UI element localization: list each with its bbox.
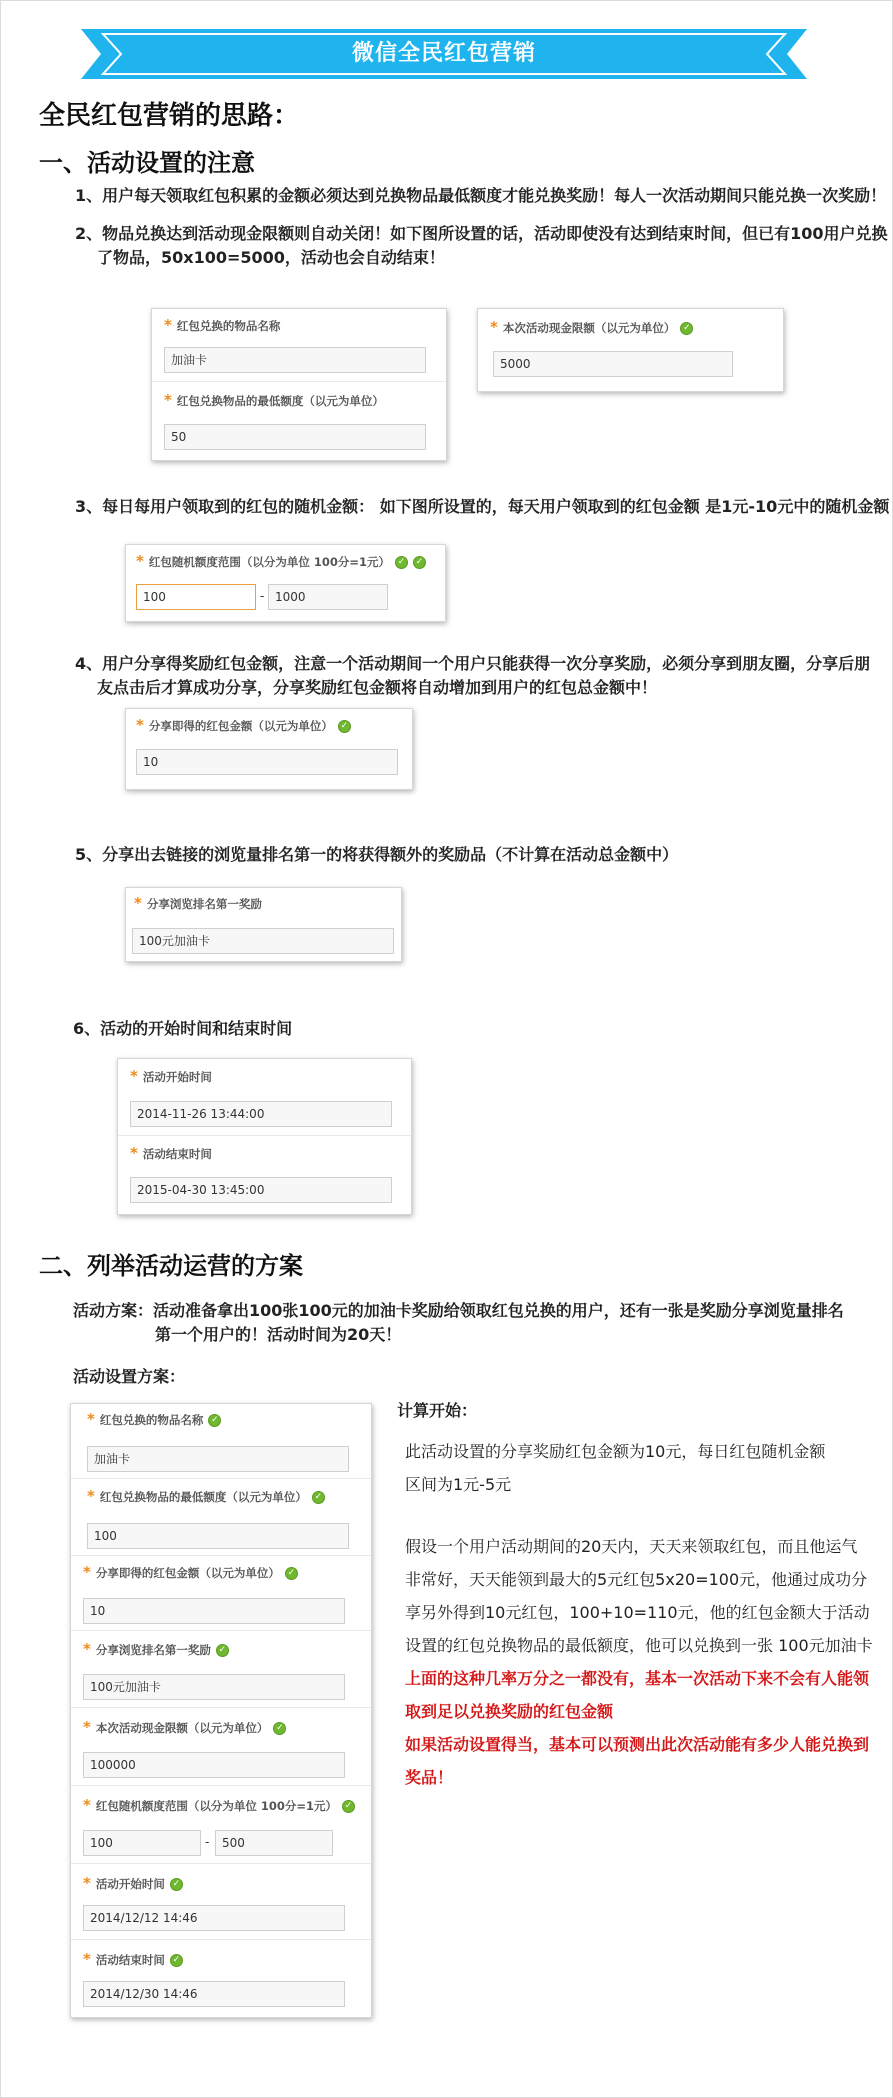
plan-item-name-input[interactable]: 加油卡 — [87, 1446, 349, 1472]
required-star-icon: * — [83, 1796, 91, 1814]
required-star-icon: * — [83, 1950, 91, 1968]
calc-red-line2: 取到足以兑换奖励的红包金额 — [405, 1702, 614, 1721]
form-panel-activity-time — [117, 1058, 412, 1215]
divider — [118, 1135, 411, 1136]
calc-body — [405, 1435, 885, 1794]
required-star-icon: * — [490, 318, 498, 336]
section1-item2-line2: 了物品，50x100=5000，活动也会自动结束！ — [97, 248, 445, 267]
divider — [152, 381, 446, 382]
form-panel-random-range — [125, 544, 446, 622]
form-panel-cash-limit — [477, 308, 784, 392]
required-star-icon: * — [83, 1718, 91, 1736]
random-max-input[interactable]: 1000 — [268, 584, 388, 610]
section1-item3: 3、每日每用户领取到的红包的随机金额： 如下图所设置的，每天用户领取到的红包金额 是1元-10元中的随机金额 — [75, 497, 890, 516]
divider — [71, 1630, 371, 1631]
plan-min-amount-label: * 红包兑换物品的最低额度（以元为单位） ✓ — [87, 1487, 325, 1505]
share-amount-label: * 分享即得的红包金额（以元为单位） ✓ — [136, 716, 351, 734]
start-time-label: * 活动开始时间 — [130, 1067, 212, 1085]
check-icon: ✓ — [285, 1567, 298, 1580]
plan-random-min-input[interactable]: 100 — [83, 1830, 201, 1856]
check-icon: ✓ — [208, 1414, 221, 1427]
form-panel-exchange-item — [151, 308, 447, 461]
plan-min-amount-input[interactable]: 100 — [87, 1523, 349, 1549]
min-amount-input[interactable]: 50 — [164, 424, 426, 450]
plan-line2: 第一个用户的！活动时间为20天！ — [155, 1325, 402, 1344]
required-star-icon: * — [136, 716, 144, 734]
section1-item4-line1: 4、用户分享得奖励红包金额，注意一个活动期间一个用户只能获得一次分享奖励，必须分享到朋友圈，分享后朋 — [75, 654, 871, 673]
item-name-label: * 红包兑换的物品名称 — [164, 316, 281, 334]
calc-red-line4: 奖品！ — [405, 1768, 454, 1787]
check-icon: ✓ — [395, 556, 408, 569]
plan-top-reward-input[interactable]: 100元加油卡 — [83, 1674, 345, 1700]
plan-top-reward-label: * 分享浏览排名第一奖励 ✓ — [83, 1640, 229, 1658]
section1-item6: 6、活动的开始时间和结束时间 — [73, 1019, 293, 1038]
form-panel-top-reward — [125, 887, 402, 962]
calc-red-line3: 如果活动设置得当，基本可以预测出此次活动能有多少人能兑换到 — [405, 1735, 870, 1754]
calc-p2-line3: 享另外得到10元红包，100+10=110元，他的红包金额大于活动 — [405, 1603, 870, 1622]
top-reward-input[interactable]: 100元加油卡 — [132, 928, 394, 954]
form-panel-share-amount — [125, 708, 413, 790]
calc-p1-line1: 此活动设置的分享奖励红包金额为10元，每日红包随机金额 — [405, 1442, 826, 1461]
section1-title: 一、活动设置的注意 — [39, 149, 255, 177]
divider — [71, 1785, 371, 1786]
section1-item5: 5、分享出去链接的浏览量排名第一的将获得额外的奖励品（不计算在活动总金额中） — [75, 845, 679, 864]
check-icon: ✓ — [216, 1644, 229, 1657]
random-min-input[interactable]: 100 — [136, 584, 256, 610]
cash-limit-input[interactable]: 5000 — [493, 351, 733, 377]
required-star-icon: * — [130, 1067, 138, 1085]
check-icon: ✓ — [312, 1491, 325, 1504]
divider — [71, 1478, 371, 1479]
calc-p2-line4: 设置的红包兑换物品的最低额度，他可以兑换到一张 100元加油卡 — [405, 1636, 873, 1655]
banner-title: 微信全民红包营销 — [351, 41, 536, 66]
item-name-input[interactable]: 加油卡 — [164, 347, 426, 373]
required-star-icon: * — [87, 1487, 95, 1505]
required-star-icon: * — [164, 391, 172, 409]
share-amount-input[interactable]: 10 — [136, 749, 398, 775]
plan-end-label: * 活动结束时间 ✓ — [83, 1950, 183, 1968]
main-title: 全民红包营销的思路： — [39, 101, 300, 131]
random-range-label: * 红包随机额度范围（以分为单位 100分=1元） ✓ ✓ — [136, 552, 426, 570]
plan-line1: 活动方案：活动准备拿出100张100元的加油卡奖励给领取红包兑换的用户，还有一张是奖励分享浏览量排名 — [73, 1301, 844, 1320]
plan-share-label: * 分享即得的红包金额（以元为单位） ✓ — [83, 1563, 298, 1581]
start-time-input[interactable]: 2014-11-26 13:44:00 — [130, 1101, 392, 1127]
check-icon: ✓ — [170, 1878, 183, 1891]
plan-start-input[interactable]: 2014/12/12 14:46 — [83, 1905, 345, 1931]
section2-title: 二、列举活动运营的方案 — [39, 1252, 303, 1280]
plan-item-name-label: * 红包兑换的物品名称 ✓ — [87, 1410, 221, 1428]
required-star-icon: * — [83, 1640, 91, 1658]
calc-p1-line2: 区间为1元-5元 — [405, 1475, 512, 1494]
calc-p2-line2: 非常好，天天能领到最大的5元红包5x20=100元，他通过成功分 — [405, 1570, 868, 1589]
section1-item2-line1: 2、物品兑换达到活动现金限额则自动关闭！如下图所设置的话，活动即使没有达到结束时间，但已有100用户兑换 — [75, 224, 888, 243]
section1-item1: 1、用户每天领取红包积累的金额必须达到兑换物品最低额度才能兑换奖励！每人一次活动期间只能兑换一次奖励！ — [75, 186, 887, 205]
check-icon: ✓ — [273, 1722, 286, 1735]
check-icon: ✓ — [170, 1954, 183, 1967]
min-amount-label: * 红包兑换物品的最低额度（以元为单位） — [164, 391, 384, 409]
cash-limit-label: * 本次活动现金限额（以元为单位） ✓ — [490, 318, 693, 336]
top-reward-label: * 分享浏览排名第一奖励 — [134, 894, 262, 912]
check-icon: ✓ — [413, 556, 426, 569]
divider — [71, 1863, 371, 1864]
plan-share-input[interactable]: 10 — [83, 1598, 345, 1624]
plan-start-label: * 活动开始时间 ✓ — [83, 1874, 183, 1892]
required-star-icon: * — [87, 1410, 95, 1428]
check-icon: ✓ — [680, 322, 693, 335]
plan-random-label: * 红包随机额度范围（以分为单位 100分=1元） ✓ — [83, 1796, 355, 1814]
required-star-icon: * — [83, 1874, 91, 1892]
calc-red-line1: 上面的这种几率万分之一都没有，基本一次活动下来不会有人能领 — [405, 1669, 870, 1688]
title-banner — [81, 29, 807, 79]
form-panel-plan-settings — [70, 1403, 372, 2018]
required-star-icon: * — [130, 1144, 138, 1162]
plan-random-max-input[interactable]: 500 — [215, 1830, 333, 1856]
required-star-icon: * — [83, 1563, 91, 1581]
section1-item4-line2: 友点击后才算成功分享，分享奖励红包金额将自动增加到用户的红包总金额中！ — [97, 678, 658, 697]
calc-p2-line1: 假设一个用户活动期间的20天内，天天来领取红包，而且他运气 — [405, 1537, 858, 1556]
required-star-icon: * — [136, 552, 144, 570]
divider — [71, 1555, 371, 1556]
plan-end-input[interactable]: 2014/12/30 14:46 — [83, 1981, 345, 2007]
end-time-label: * 活动结束时间 — [130, 1144, 212, 1162]
divider — [71, 1707, 371, 1708]
divider — [71, 1939, 371, 1940]
plan-cash-limit-label: * 本次活动现金限额（以元为单位） ✓ — [83, 1718, 286, 1736]
required-star-icon: * — [164, 316, 172, 334]
check-icon: ✓ — [338, 720, 351, 733]
check-icon: ✓ — [342, 1800, 355, 1813]
settings-title: 活动设置方案： — [73, 1367, 186, 1386]
plan-cash-limit-input[interactable]: 100000 — [83, 1752, 345, 1778]
range-dash: - — [205, 1835, 210, 1849]
end-time-input[interactable]: 2015-04-30 13:45:00 — [130, 1177, 392, 1203]
range-dash: - — [260, 589, 265, 603]
calc-title: 计算开始： — [397, 1401, 478, 1420]
required-star-icon: * — [134, 894, 142, 912]
